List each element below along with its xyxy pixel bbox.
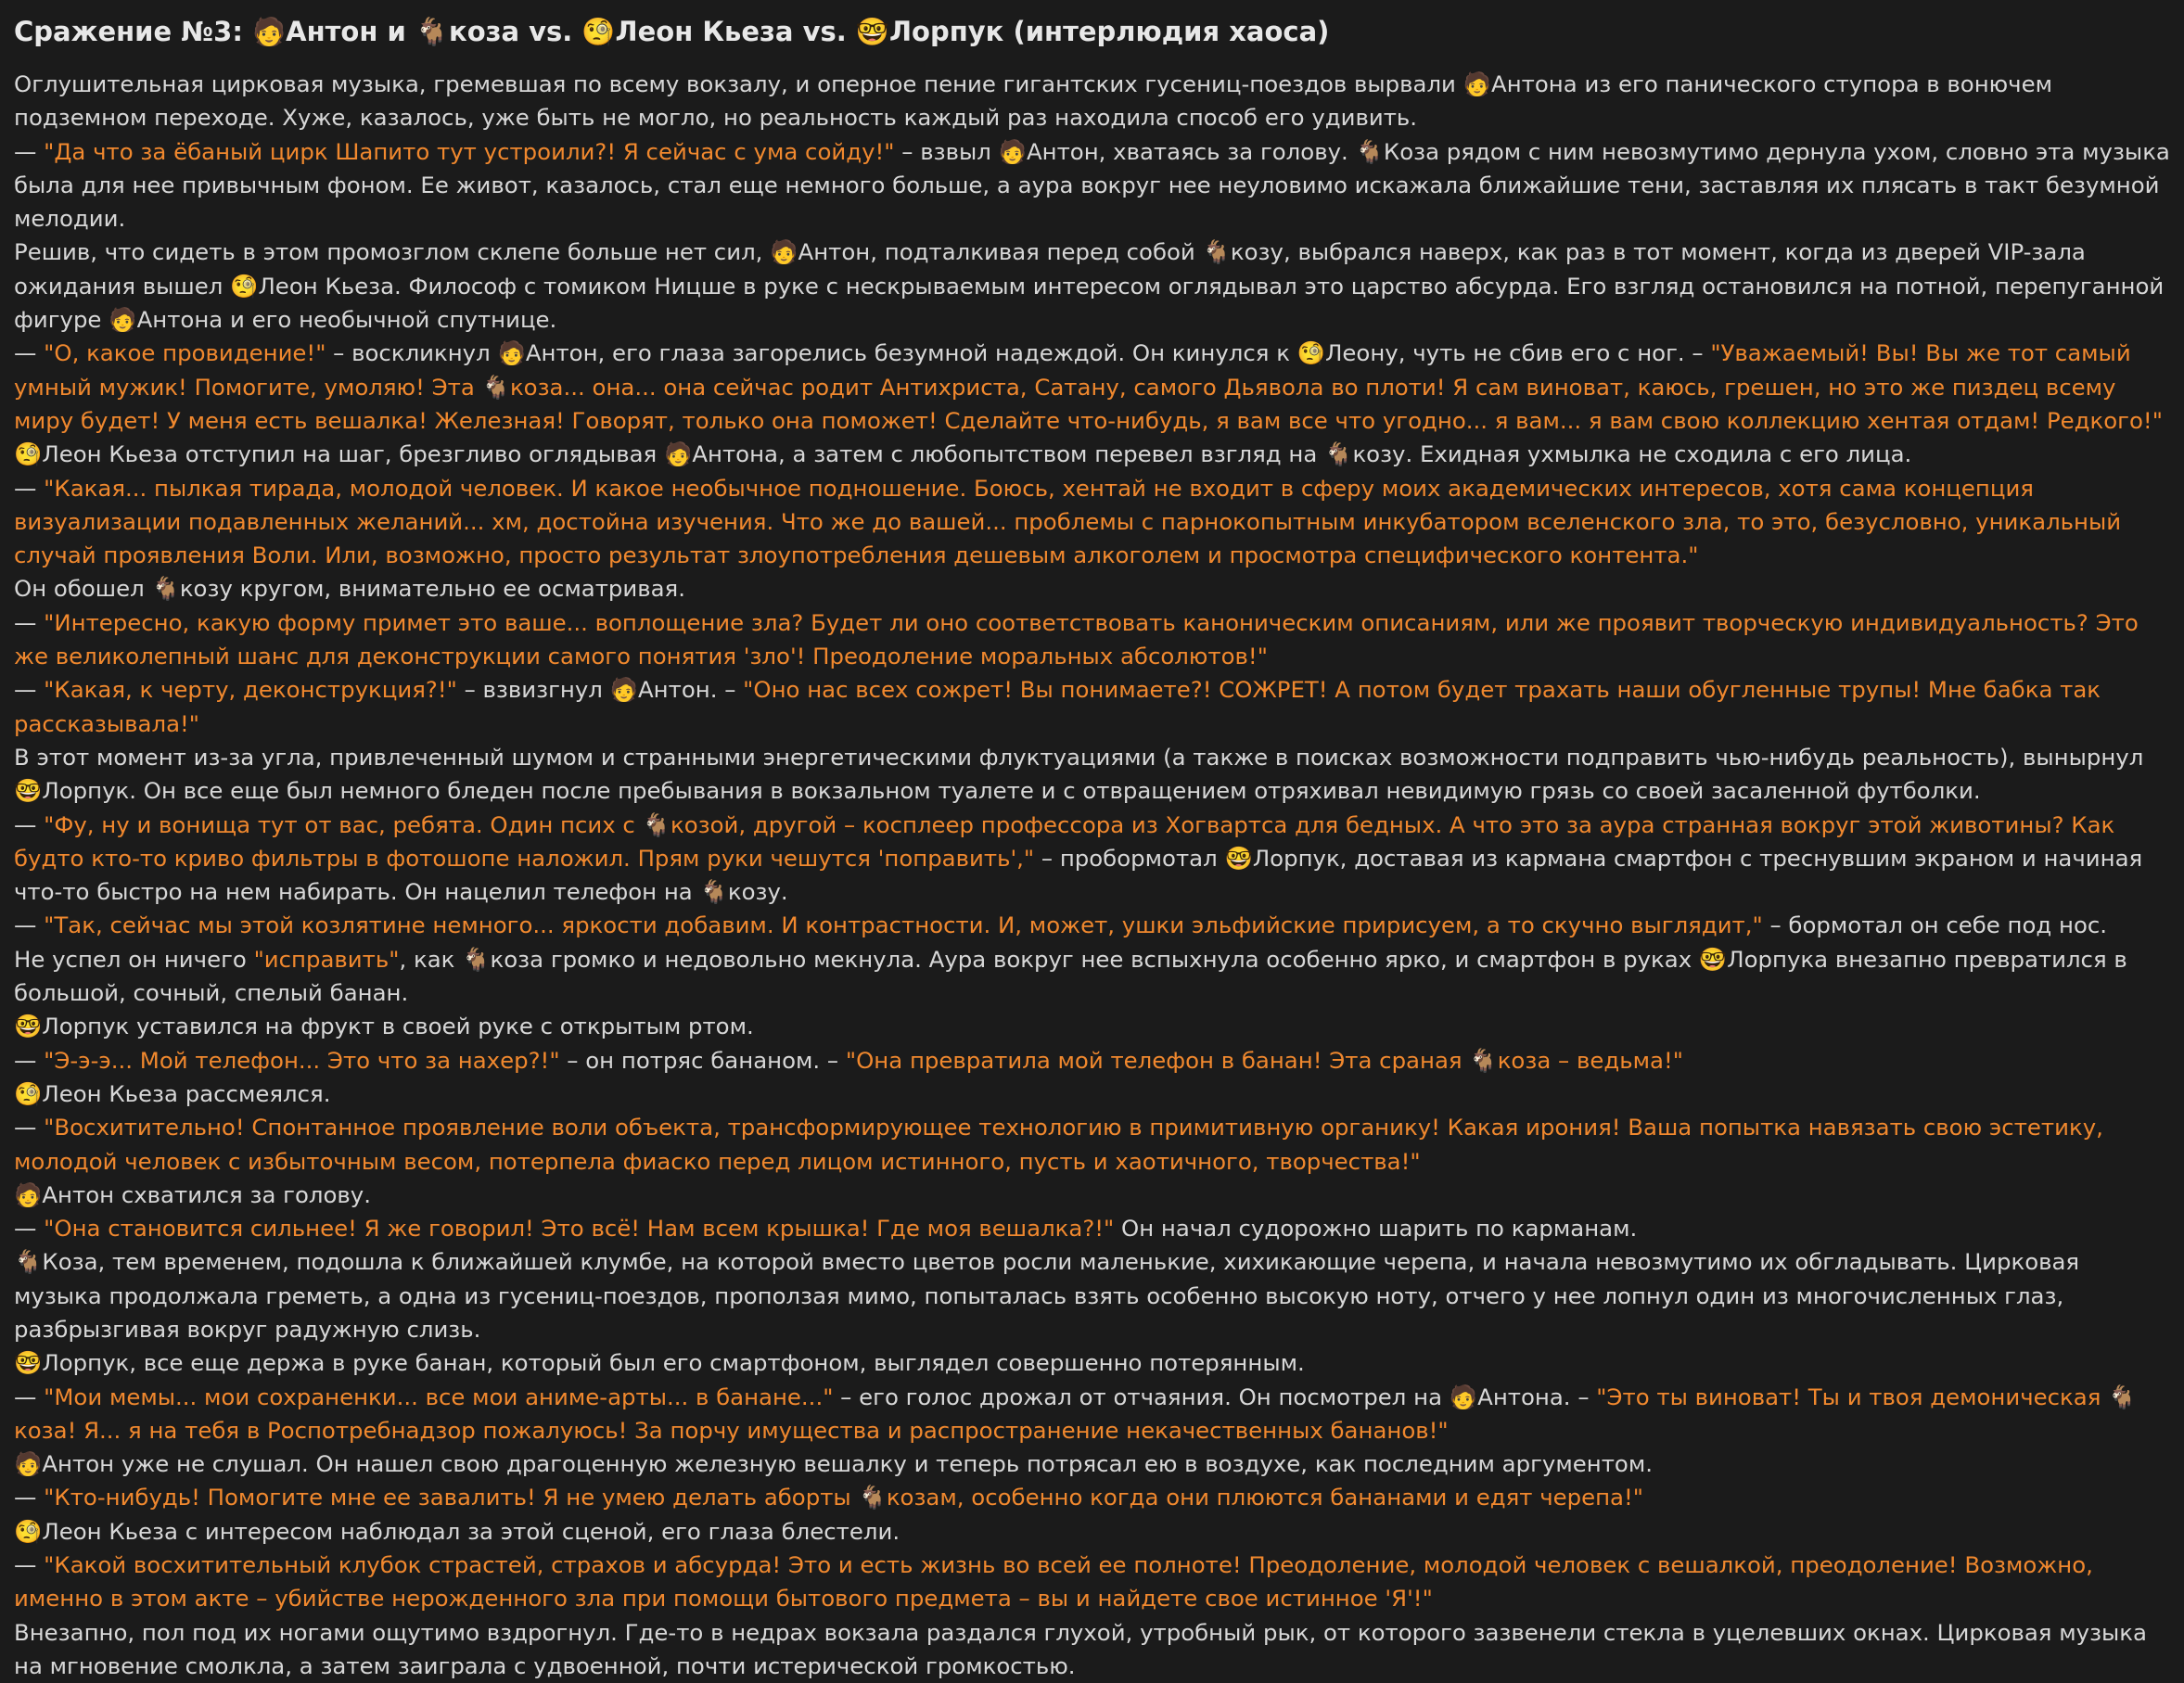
nerd-face-icon: 🤓: [1698, 945, 1728, 973]
story-paragraph: [14, 236, 2171, 337]
narration-text: – он потряс бананом. –: [559, 1046, 846, 1074]
narration-text: Лорпука внезапно превратился в большой, сочный, спелый банан.: [14, 945, 2127, 1007]
story-paragraph: [14, 572, 2171, 606]
narration-text: – бормотал он себе под нос.: [1762, 912, 2108, 939]
narration-text: Антон, его глаза загорелись безумной надеждой. Он кинулся к: [525, 339, 1297, 367]
story-paragraph: [14, 673, 2171, 741]
narration-text: Лорпук. Он все еще был немного бледен после пребывания в вокзальном туалете и с отвращением отряхивал невидимую грязь со своей засаленной футболки.: [42, 777, 1981, 805]
narration-text: – взвизгнул: [456, 676, 610, 704]
story-paragraph: [14, 943, 2171, 1011]
anton-face-icon: 🧑: [14, 1450, 43, 1478]
anton-face-icon: 🧑: [609, 676, 638, 704]
narration-text: , как: [399, 945, 463, 973]
narration-text: Антон и: [286, 16, 415, 47]
story-paragraph: [14, 337, 2171, 438]
story-title: [14, 13, 2171, 50]
narration-text: —: [14, 676, 45, 704]
story-paragraph: [14, 1346, 2171, 1380]
story-paragraph: [14, 1212, 2171, 1245]
anton-face-icon: 🧑: [1449, 1383, 1478, 1410]
goat-icon: 🐐: [1355, 137, 1384, 165]
narration-text: Леон Кьеза. Философ с томиком Ницше в руке с нескрываемым интересом оглядывал это царство абсурда. Его взгляд остановился на потной, перепуганной фигуре: [14, 272, 2165, 334]
dialogue-quote: "Восхитительно! Спонтанное проявление воли объекта, трансформирующее технологию в примитивную органику! Какая ирония! Ваша попытка навязать свою эстетику, молодой человек с избыточным весом, потерпела фиаско перед лицом истинного, пусть и хаотичного, творчества!": [14, 1114, 2103, 1175]
narration-text: – пробормотал: [1034, 844, 1225, 872]
narration-text: —: [14, 1484, 45, 1511]
story-paragraph: [14, 1077, 2171, 1111]
narration-text: Коза рядом с ним невозмутимо дернула ухом, словно эта музыка была для нее привычным фоном. Ее живот, казалось, стал еще немного больше, а аура вокруг нее неуловимо искажала ближайшие тени, заставляя их плясать в такт безумной мелодии.: [14, 137, 2170, 233]
narration-text: Внезапно, пол под их ногами ощутимо вздрогнул. Где-то в недрах вокзала раздался глухой, утробный рык, от которого зазвенели стекла в уцелевших окнах. Цирковая музыка на мгновение смолкла, а затем заиграла с удвоенной, почти истерической громкостью.: [14, 1618, 2147, 1679]
goat-icon: 🐐: [858, 1484, 887, 1511]
story-paragraph: [14, 1245, 2171, 1346]
nerd-face-icon: 🤓: [14, 777, 43, 805]
goat-icon: 🐐: [415, 16, 450, 47]
story-paragraph: [14, 1447, 2171, 1481]
narration-text: Он начал судорожно шарить по карманам.: [1114, 1215, 1638, 1243]
narration-text: —: [14, 1215, 45, 1243]
dialogue-quote: "Кто-нибудь! Помогите мне ее завалить! Я не умею делать аборты: [44, 1484, 859, 1511]
story-paragraph: [14, 1010, 2171, 1043]
monocle-face-icon: 🧐: [230, 272, 259, 300]
narration-text: —: [14, 1383, 45, 1410]
narration-text: Антон, хватаясь за голову.: [1026, 137, 1356, 165]
dialogue-quote: "Она превратила мой телефон в банан! Эта сраная: [845, 1046, 1470, 1074]
story-paragraph: [14, 1179, 2171, 1212]
nerd-face-icon: 🤓: [14, 1349, 43, 1377]
dialogue-quote: коза... она... она сейчас родит Антихриста, Сатану, самого Дьявола во плоти! Я сам виноват, каюсь, грешен, но это же пиздец всему миру будет! У меня есть вешалка! Железная! Говорят, только она поможет! Сделайте что-нибудь, я вам все что угодно... я вам... я вам свою коллекцию хентая отдам! Редкого!": [14, 373, 2163, 434]
narration-text: коза громко и недовольно мекнула. Аура вокруг нее вспыхнула особенно ярко, и смартфон в руках: [490, 945, 1699, 973]
dialogue-quote: "Она становится сильнее! Я же говорил! Это всё! Нам всем крышка! Где моя вешалка?!": [44, 1215, 1115, 1243]
narration-text: Леону, чуть не сбив его с ног. –: [1325, 339, 1711, 367]
goat-icon: 🐐: [1324, 440, 1353, 468]
goat-icon: 🐐: [462, 945, 491, 973]
narration-text: Коза, тем временем, подошла к ближайшей клумбе, на которой вместо цветов росли маленькие, хихикающие черепа, и начала невозмутимо их обгладывать. Цирковая музыка продолжала греметь, а одна из гусениц-поездов, проползая мимо, попыталась взять особенно высокую ноту, отчего у нее лопнул один из многочисленных глаз, разбрызгивая вокруг радужную слизь.: [14, 1248, 2080, 1343]
dialogue-quote: "Оно нас всех сожрет! Вы понимаете?! СОЖРЕТ! А потом будет трахать наши обугленные трупы! Мне бабка так рассказывала!": [14, 676, 2101, 737]
narration-text: Леон Кьеза отступил на шаг, брезгливо оглядывая: [42, 440, 664, 468]
narration-text: Лорпук (интерлюдия хаоса): [888, 16, 1330, 47]
narration-text: Лорпук, доставая из кармана смартфон с треснувшим экраном и начиная что-то быстро на нем набирать. Он нацелил телефон на: [14, 844, 2143, 906]
narration-text: Антона из его панического ступора в вонючем подземном переходе. Хуже, казалось, уже быть не могло, но реальность каждый раз находила способ его удивить.: [14, 70, 2052, 132]
narration-text: —: [14, 1046, 45, 1074]
narration-text: —: [14, 1551, 45, 1579]
narration-text: – взвыл: [894, 137, 999, 165]
story-paragraph: [14, 909, 2171, 942]
story-paragraph: [14, 1381, 2171, 1448]
narration-text: Не успел он ничего: [14, 945, 254, 973]
nerd-face-icon: 🤓: [855, 16, 889, 47]
goat-icon: 🐐: [642, 810, 671, 838]
goat-icon: 🐐: [481, 373, 510, 401]
nerd-face-icon: 🤓: [1224, 844, 1253, 872]
goat-icon: 🐐: [1469, 1046, 1498, 1074]
narration-text: В этот момент из-за угла, привлеченный шумом и странными энергетическими флуктуациями (а также в поисках возможности подправить чью-нибудь реальность), вынырнул: [14, 743, 2144, 771]
dialogue-quote: козой, другой – косплеер профессора из Хогвартса для бедных. А что это за аура странная вокруг этой животины? Как будто кто-то криво фильтры в фотошопе наложил. Прям руки чешутся 'поправить',": [14, 810, 2115, 872]
narration-text: Антон, подталкивая перед собой: [798, 238, 1203, 266]
narration-text: Леон Кьеза с интересом наблюдал за этой сценой, его глаза блестели.: [42, 1517, 900, 1545]
story-paragraph: [14, 68, 2171, 135]
narration-text: – его голос дрожал от отчаяния. Он посмотрел на: [833, 1383, 1450, 1410]
narration-text: козу. Ехидная ухмылка не сходила с его лица.: [1352, 440, 1912, 468]
monocle-face-icon: 🧐: [14, 1079, 43, 1107]
monocle-face-icon: 🧐: [14, 440, 43, 468]
narration-text: Оглушительная цирковая музыка, гремевшая по всему вокзалу, и оперное пение гигантских гусениц-поездов вырвали: [14, 70, 1463, 97]
narration-text: Лорпук, все еще держа в руке банан, который был его смартфоном, выглядел совершенно потерянным.: [42, 1349, 1305, 1377]
narration-text: Решив, что сидеть в этом промозглом склепе больше нет сил,: [14, 238, 771, 266]
story-paragraph: [14, 472, 2171, 573]
dialogue-quote: "Фу, ну и вонища тут от вас, ребята. Один псих с: [44, 810, 643, 838]
narration-text: Антона и его необычной спутнице.: [136, 306, 557, 334]
narration-text: козу кругом, внимательно ее осматривая.: [179, 575, 685, 603]
dialogue-quote: "Уважаемый! Вы! Вы же тот самый умный мужик! Помогите, умоляю! Эта: [14, 339, 2131, 401]
story-paragraph: [14, 606, 2171, 674]
narration-text: Антона, а затем с любопытством перевел взгляд на: [692, 440, 1325, 468]
monocle-face-icon: 🧐: [581, 16, 616, 47]
dialogue-quote: "Какая, к черту, деконструкция?!": [44, 676, 457, 704]
dialogue-quote: "Какая... пылкая тирада, молодой человек. И какое необычное подношение. Боюсь, хентай не входит в сферу моих академических интересов, хотя сама концепция визуализации подавленных желаний... хм, достойна изучения. Что же до вашей... проблемы с парнокопытным инкубатором вселенского зла, то это, безусловно, уникальный случай проявления Воли. Или, возможно, просто результат злоупотребления дешевым алкоголем и просмотра специфического контента.": [14, 474, 2122, 569]
narration-text: Лорпук уставился на фрукт в своей руке с открытым ртом.: [42, 1013, 754, 1040]
narration-text: Он обошел: [14, 575, 152, 603]
anton-face-icon: 🧑: [998, 137, 1027, 165]
narration-text: —: [14, 474, 45, 502]
story-paragraph: [14, 135, 2171, 236]
goat-icon: 🐐: [1202, 238, 1231, 266]
dialogue-quote: "Это ты виноват! Ты и твоя демоническая: [1596, 1383, 2109, 1410]
narration-text: —: [14, 1114, 45, 1141]
monocle-face-icon: 🧐: [1296, 339, 1326, 367]
story-paragraph: [14, 1616, 2171, 1683]
story-paragraph: [14, 1549, 2171, 1616]
story-paragraph: [14, 438, 2171, 471]
narration-text: Леон Кьеза рассмеялся.: [42, 1079, 331, 1107]
narration-text: – воскликнул: [326, 339, 498, 367]
narration-text: коза vs.: [449, 16, 582, 47]
anton-face-icon: 🧑: [663, 440, 693, 468]
story-body: [14, 68, 2171, 1683]
story-paragraph: [14, 809, 2171, 910]
dialogue-quote: коза! Я... я на тебя в Роспотребнадзор пожалуюсь! За порчу имущества и распространение некачественных бананов!": [14, 1416, 1449, 1444]
narration-text: —: [14, 912, 45, 939]
anton-face-icon: 🧑: [252, 16, 287, 47]
story-paragraph: [14, 741, 2171, 809]
narration-text: Антона. –: [1477, 1383, 1597, 1410]
narration-text: козу.: [727, 878, 788, 906]
narration-text: Антон. –: [638, 676, 744, 704]
narration-text: Леон Кьеза vs.: [615, 16, 856, 47]
anton-face-icon: 🧑: [109, 306, 137, 334]
narration-text: —: [14, 608, 45, 636]
goat-icon: 🐐: [14, 1248, 43, 1276]
story-paragraph: [14, 1481, 2171, 1514]
narration-text: Сражение №3:: [14, 16, 253, 47]
narration-text: Антон уже не слушал. Он нашел свою драгоценную железную вешалку и теперь потрясал ею в воздухе, как последним аргументом.: [42, 1450, 1653, 1478]
narration-text: Антон схватился за голову.: [42, 1180, 371, 1208]
dialogue-quote: "Какой восхитительный клубок страстей, страхов и абсурда! Это и есть жизнь во всей ее полноте! Преодоление, молодой человек с вешалкой, преодоление! Возможно, именно в этом акте – убийстве нерожденного зла при помощи бытового предмета – вы и найдете свое истинное 'Я'!": [14, 1551, 2093, 1613]
narration-text: козу, выбрался наверх, как раз в тот момент, когда из дверей VIP-зала ожидания вышел: [14, 238, 2086, 300]
goat-icon: 🐐: [151, 575, 180, 603]
anton-face-icon: 🧑: [1462, 70, 1492, 97]
dialogue-quote: козам, особенно когда они плюются бананами и едят черепа!": [886, 1484, 1643, 1511]
anton-face-icon: 🧑: [14, 1180, 43, 1208]
story-paragraph: [14, 1515, 2171, 1549]
narration-text: —: [14, 137, 45, 165]
story-paragraph: [14, 1044, 2171, 1077]
goat-icon: 🐐: [2108, 1383, 2137, 1410]
dialogue-quote: "Э-э-э... Мой телефон... Это что за нахер?!": [44, 1046, 560, 1074]
dialogue-quote: "Мои мемы... мои сохраненки... все мои аниме-арты... в банане...": [44, 1383, 834, 1410]
dialogue-quote: коза – ведьма!": [1497, 1046, 1683, 1074]
monocle-face-icon: 🧐: [14, 1517, 43, 1545]
narration-text: —: [14, 339, 45, 367]
dialogue-quote: "исправить": [253, 945, 400, 973]
story-paragraph: [14, 1111, 2171, 1179]
anton-face-icon: 🧑: [497, 339, 526, 367]
goat-icon: 🐐: [699, 878, 728, 906]
dialogue-quote: "Так, сейчас мы этой козлятине немного... яркости добавим. И контрастности. И, может, ушки эльфийские пририсуем, а то скучно выглядит,": [44, 912, 1763, 939]
narration-text: —: [14, 810, 45, 838]
dialogue-quote: "Да что за ёбаный цирк Шапито тут устроили?! Я сейчас с ума сойду!": [44, 137, 895, 165]
dialogue-quote: "Интересно, какую форму примет это ваше... воплощение зла? Будет ли оно соответствовать каноническим описаниям, или же проявит творческую индивидуальность? Это же великолепный шанс для деконструкции самого понятия 'зло'! Преодоление моральных абсолютов!": [14, 608, 2139, 670]
dialogue-quote: "О, какое провидение!": [44, 339, 326, 367]
nerd-face-icon: 🤓: [14, 1013, 43, 1040]
anton-face-icon: 🧑: [770, 238, 798, 266]
